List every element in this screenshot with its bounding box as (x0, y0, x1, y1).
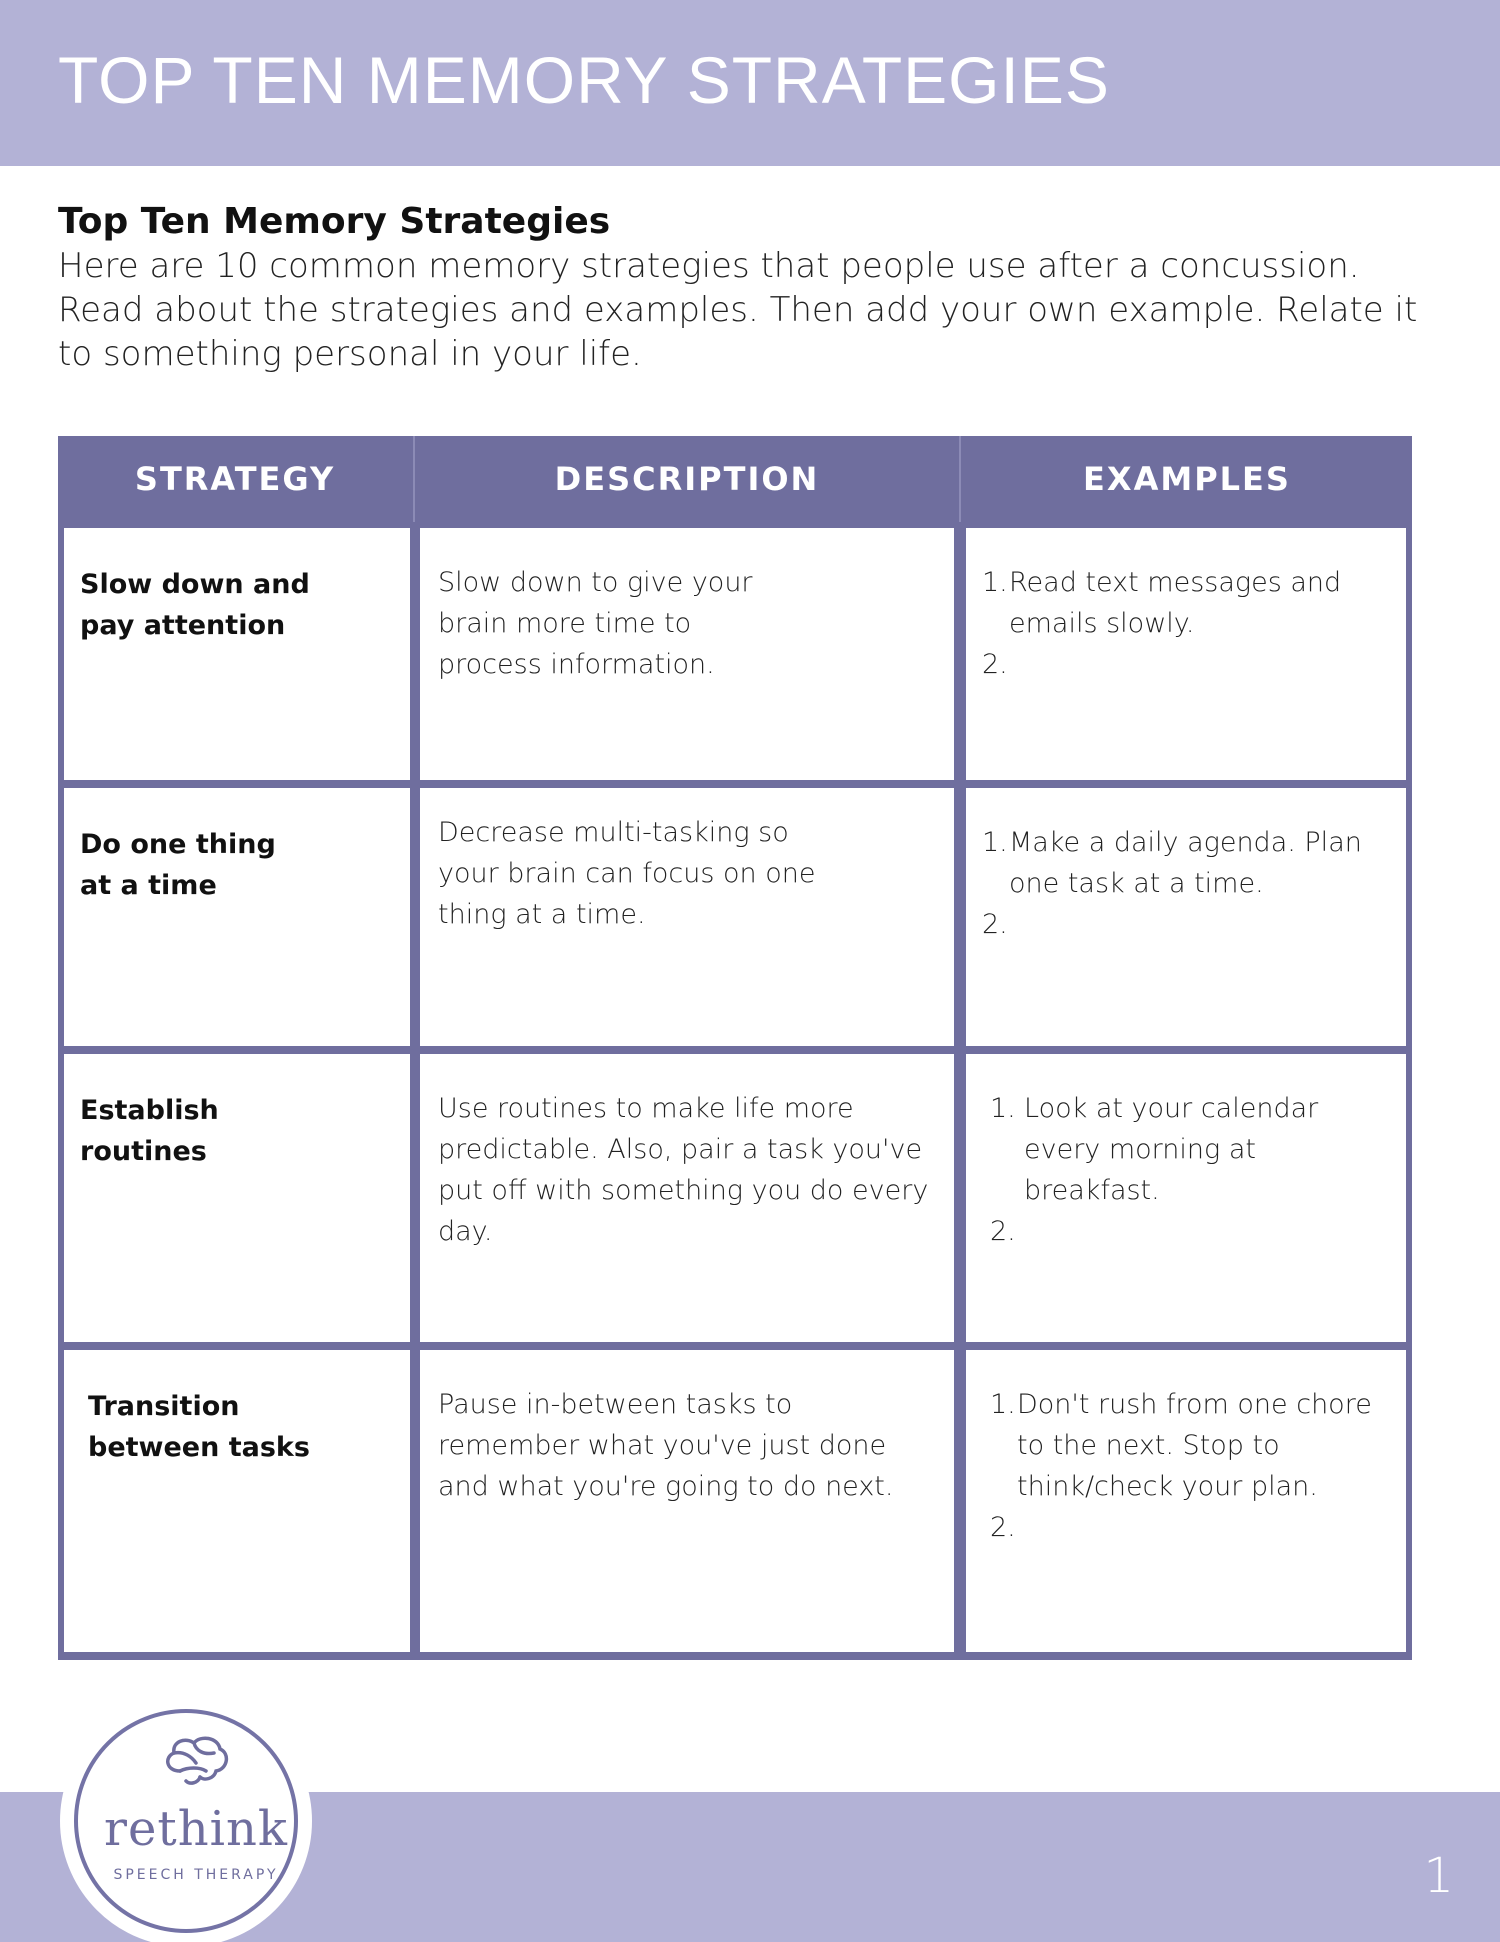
example-2[interactable] (982, 644, 1392, 685)
intro-text: Here are 10 common memory strategies that people use after a concussion. Read about the strategies and examples. Then add your own example. Relate it to something personal in your life. (58, 246, 1418, 374)
example-text: Don't rush from one chore to the next. Stop to think/check your plan. (1017, 1389, 1372, 1502)
strategy-table (58, 436, 1412, 1660)
example-2[interactable] (982, 904, 1392, 945)
table-header-row (58, 436, 1412, 522)
example-1 (990, 1088, 1392, 1211)
table-row-2-strategy (64, 788, 410, 1046)
example-text-blank[interactable] (1024, 1211, 1392, 1252)
logo-wordmark: rethink (104, 1801, 288, 1857)
description-text: Use routines to make life more predictable. Also, pair a task you've put off with something you do every day. (438, 1093, 929, 1247)
example-number: 1. (982, 567, 1008, 598)
table-row-3-examples (966, 1054, 1406, 1342)
table-row-3-description (420, 1054, 954, 1342)
description-text: Decrease multi-tasking so your brain can focus on one thing at a time. (438, 817, 816, 930)
intro-heading: Top Ten Memory Strategies (58, 201, 611, 242)
brain-icon (160, 1731, 232, 1789)
header-divider (413, 436, 415, 522)
table-row-4-strategy (64, 1350, 410, 1652)
header-description: DESCRIPTION (554, 460, 820, 498)
logo-ring (74, 1709, 298, 1933)
logo-subtitle: SPEECH THERAPY (113, 1867, 279, 1883)
example-2[interactable] (990, 1507, 1392, 1548)
example-number: 1. (982, 827, 1008, 858)
table-row-4-examples (966, 1350, 1406, 1652)
strategy-label: Slow down and pay attention (80, 569, 310, 641)
table-row-4-description (420, 1350, 954, 1652)
example-text: Look at your calendar every morning at breakfast. (1024, 1093, 1319, 1206)
example-1 (982, 822, 1392, 904)
example-text-blank[interactable] (1017, 1507, 1392, 1548)
description-text: Slow down to give your brain more time to process information. (438, 567, 753, 680)
table-row-1-strategy (64, 528, 410, 780)
table-row-3-strategy (64, 1054, 410, 1342)
example-number: 1. (990, 1389, 1016, 1420)
example-1 (990, 1384, 1392, 1507)
header-examples: EXAMPLES (1083, 460, 1291, 498)
header-strategy: STRATEGY (134, 460, 336, 498)
example-text: Make a daily agenda. Plan one task at a time. (1009, 827, 1362, 899)
example-text: Read text messages and emails slowly. (1009, 567, 1342, 639)
page-title: TOP TEN MEMORY STRATEGIES (58, 43, 1110, 117)
example-number: 2. (990, 1512, 1016, 1543)
example-1 (982, 562, 1392, 644)
description-text: Pause in-between tasks to remember what you've just done and what you're going to do next. (438, 1389, 894, 1502)
example-text-blank[interactable] (1009, 644, 1392, 685)
intro-section (58, 200, 1458, 376)
page-number: 1 (1423, 1848, 1454, 1904)
example-number: 2. (990, 1216, 1016, 1247)
strategy-label: Transition between tasks (88, 1391, 310, 1463)
logo (60, 1695, 312, 1942)
table-row-2-description (420, 788, 954, 1046)
example-text-blank[interactable] (1009, 904, 1392, 945)
example-2[interactable] (990, 1211, 1392, 1252)
table-row-1-description (420, 528, 954, 780)
example-number: 2. (982, 649, 1008, 680)
header-divider (959, 436, 961, 522)
strategy-label: Do one thing at a time (80, 829, 276, 901)
example-number: 1. (990, 1093, 1016, 1124)
example-number: 2. (982, 909, 1008, 940)
table-row-1-examples (966, 528, 1406, 780)
table-row-2-examples (966, 788, 1406, 1046)
strategy-label: Establish routines (80, 1095, 219, 1167)
top-banner (0, 0, 1500, 166)
